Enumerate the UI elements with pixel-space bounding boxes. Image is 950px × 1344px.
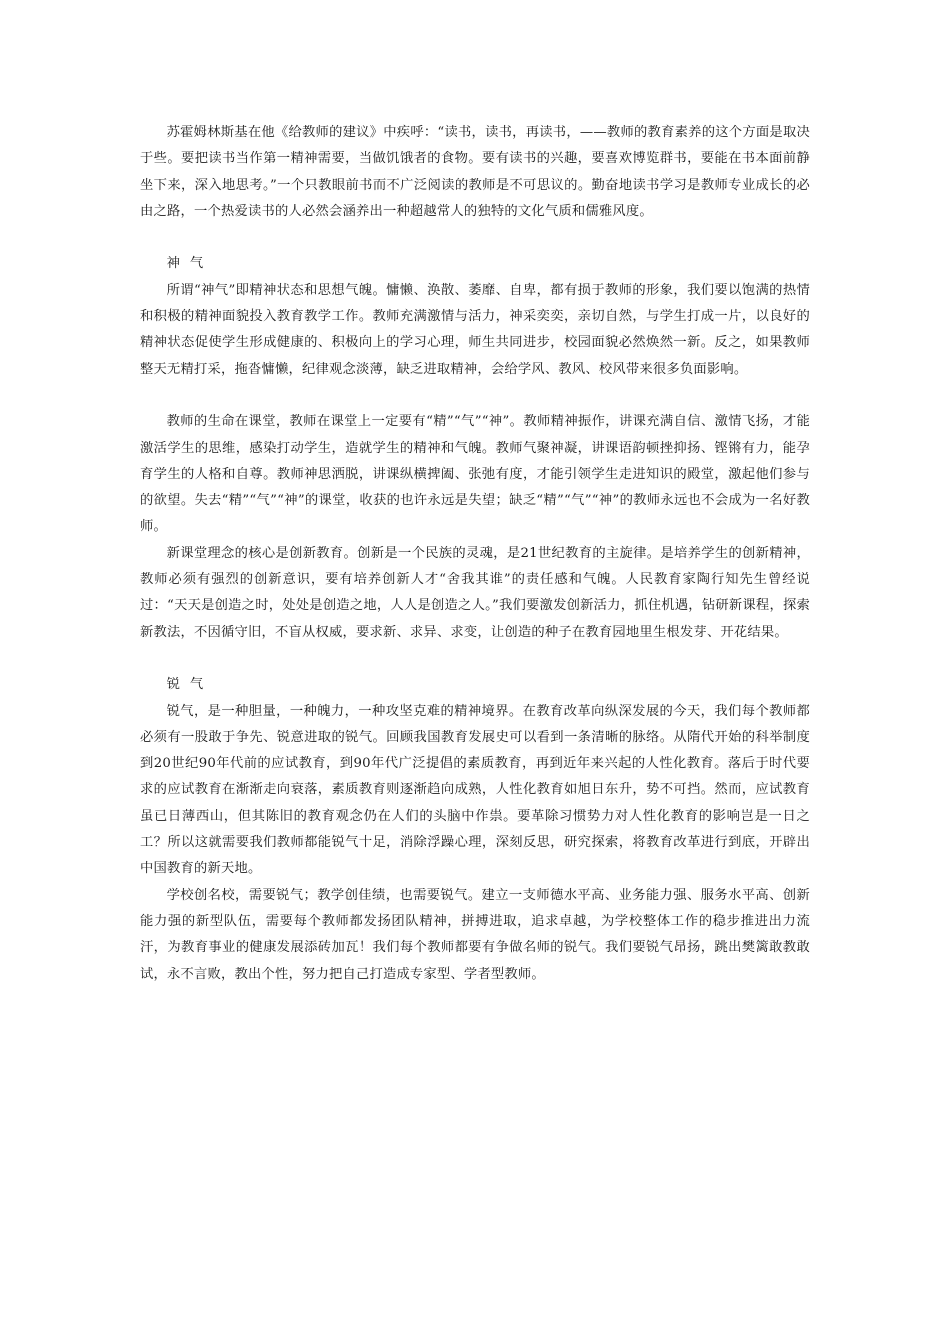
section2-paragraph-1: 锐气，是一种胆量，一种魄力，一种攻坚克难的精神境界。在教育改革向纵深发展的今天，我们每个教师都必须有一股敢于争先、锐意进取的锐气。回顾我国教育发展史可以看到一条清晰的脉络。从隋代开始的科举制度到20世纪90年代前的应试教育，到90年代广泛提倡的素质教育，再到近年来兴起的人性化教育。落后于时代要求的应试教育在渐渐走向衰落，素质教育则逐渐趋向成熟，人性化教育如旭日东升，势不可挡。然而，应试教育虽已日薄西山，但其陈旧的教育观念仍在人们的头脑中作祟。要革除习惯势力对人性化教育的影响岂是一日之工？所以这就需要我们教师都能锐气十足，消除浮躁心理，深刻反思，研究探索，将教育改革进行到底，开辟出中国教育的新天地。 [140,703,810,877]
spacer [140,383,810,409]
section-heading-ruiqi: 锐气 [166,677,214,693]
section-heading-shenqi: 神气 [166,256,214,272]
spacer [140,225,810,251]
document-body [140,120,810,988]
section1-paragraph-1: 所谓“神气”即精神状态和思想气魄。慵懒、涣散、萎靡、自卑，都有损于教师的形象，我们要以饱满的热情和积极的精神面貌投入教育教学工作。教师充满激情与活力，神采奕奕，亲切自然，与学生打成一片，以良好的精神状态促使学生形成健康的、积极向上的学习心理，师生共同进步，校园面貌必然焕然一新。反之，如果教师整天无精打采，拖沓慵懒，纪律观念淡薄，缺乏进取精神，会给学风、教风、校风带来很多负面影响。 [140,282,810,377]
section1-paragraph-2: 教师的生命在课堂，教师在课堂上一定要有“精”“气”“神”。教师精神振作，讲课充满自信、激情飞扬，才能激活学生的思维，感染打动学生，造就学生的精神和气魄。教师气聚神凝，讲课语韵顿挫抑扬、铿锵有力，能孕育学生的人格和自尊。教师神思洒脱，讲课纵横捭阖、张弛有度，才能引领学生走进知识的殿堂，激起他们参与的欲望。失去“精”“气”“神”的课堂，收获的也许永远是失望；缺乏“精”“气”“神”的教师永远也不会成为一名好教师。 [140,414,810,535]
section1-paragraph-3: 新课堂理念的核心是创新教育。创新是一个民族的灵魂，是21世纪教育的主旋律。是培养学生的创新精神，教师必须有强烈的创新意识，要有培养创新人才“舍我其谁”的责任感和气魄。人民教育家陶行知先生曾经说过：“天天是创造之时，处处是创造之地，人人是创造之人。”我们要激发创新活力，抓住机遇，钻研新课程，探索新教法，不因循守旧，不盲从权威，要求新、求异、求变，让创造的种子在教育园地里生根发芽、开花结果。 [140,545,810,640]
intro-paragraph: 苏霍姆林斯基在他《给教师的建议》中疾呼：“读书，读书，再读书，——教师的教育素养的这个方面是取决于些。要把读书当作第一精神需要，当做饥饿者的食物。要有读书的兴趣，要喜欢博览群书，要能在书本面前静坐下来，深入地思考。”一个只教眼前书而不广泛阅读的教师是不可思议的。勤奋地读书学习是教师专业成长的必由之路，一个热爱读书的人必然会涵养出一种超越常人的独特的文化气质和儒雅风度。 [140,125,810,219]
section2-paragraph-2: 学校创名校，需要锐气；教学创佳绩，也需要锐气。建立一支师德水平高、业务能力强、服务水平高、创新能力强的新型队伍，需要每个教师都发扬团队精神，拼搏进取，追求卓越，为学校整体工作的稳步推进出力流汗，为教育事业的健康发展添砖加瓦！我们每个教师都要有争做名师的锐气。我们要锐气昂扬，跳出樊篱敢教敢试，永不言败，教出个性，努力把自己打造成专家型、学者型教师。 [140,887,810,982]
spacer [140,646,810,672]
